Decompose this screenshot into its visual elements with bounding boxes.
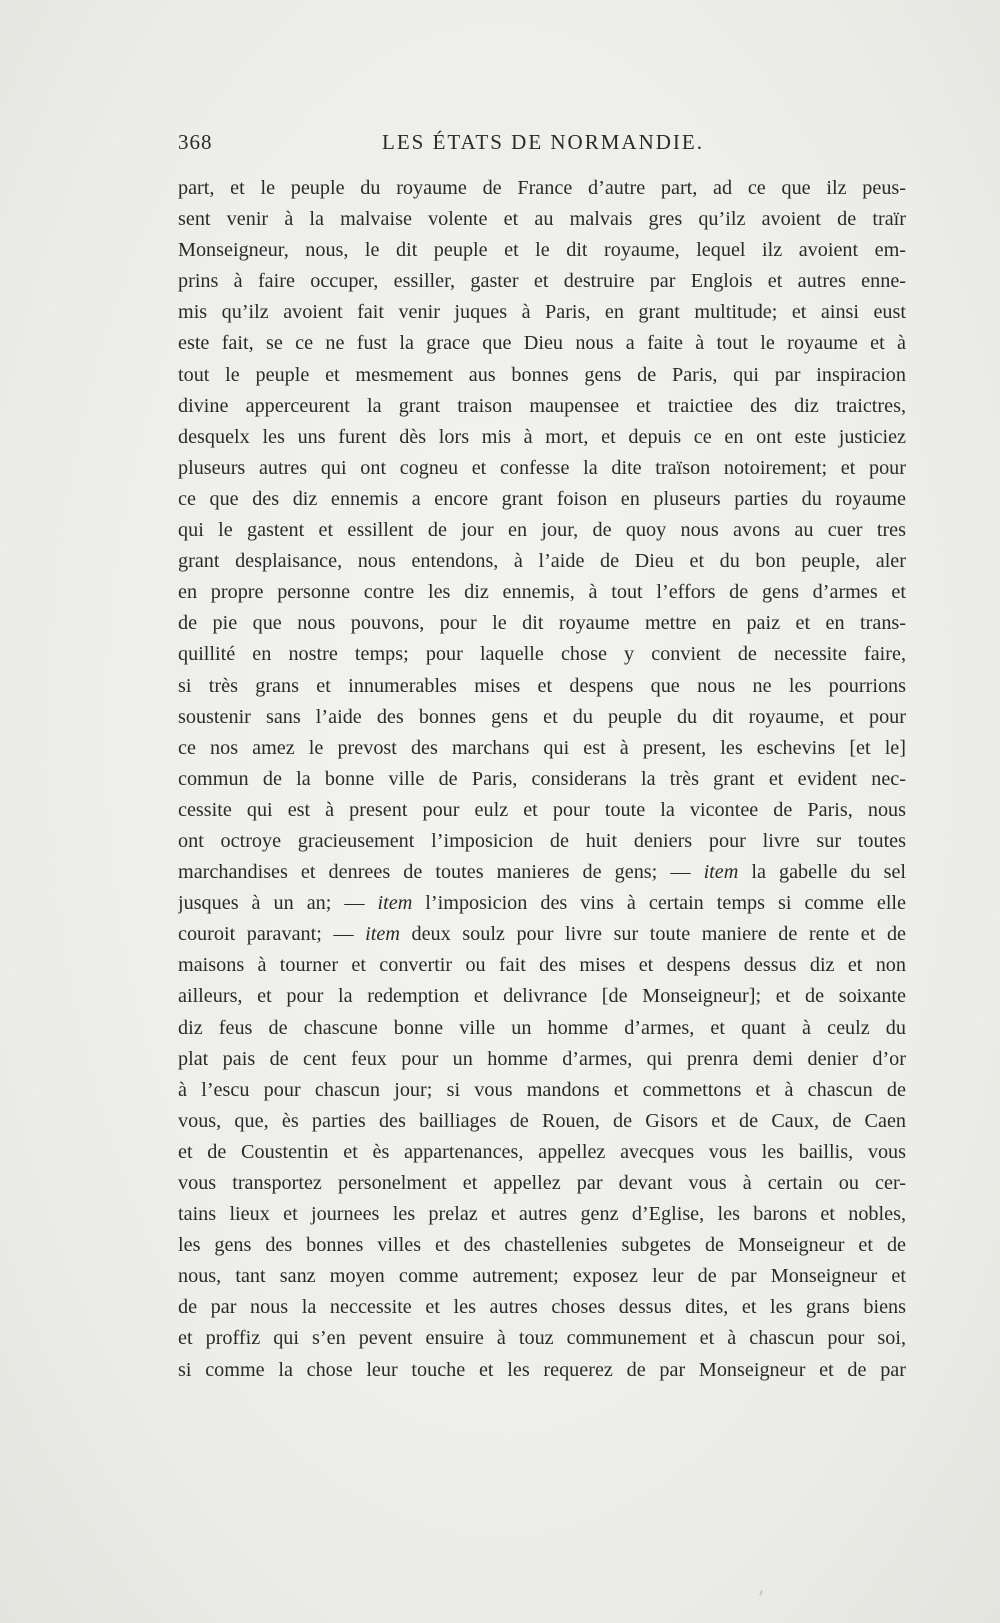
body-text [178,173,906,1386]
text-line: commun de la bonne ville de Paris, considerans la très grant et evident nec- [178,767,906,790]
text-line: quillité en nostre temps; pour laquelle chose y convient de necessite faire, [178,643,906,666]
text-line: part, et le peuple du royaume de France d’autre part, ad ce que ilz peus- [178,177,906,199]
text-line: les gens des bonnes villes et des chastellenies subgetes de Monseigneur et de [178,1234,906,1257]
text-line: à l’escu pour chascun jour; si vous mandons et commettons et à chascun de [178,1078,906,1101]
text-line: qui le gastent et essillent de jour en jour, de quoy nous avons au cuer tres [178,519,906,542]
text-line: ce nos amez le prevost des marchans qui est à present, les eschevins [et le] [178,736,906,759]
text-line: nous, tant sanz moyen comme autrement; exposez leur de par Monseigneur et [178,1265,906,1288]
running-head: LES ÉTATS DE NORMANDIE. [382,130,704,154]
text-line: si comme la chose leur touche et les requerez de par Monseigneur et de par [178,1358,906,1381]
text-line: soustenir sans l’aide des bonnes gens et du peuple du dit royaume, et pour [178,705,906,728]
text-line: sent venir à la malvaise volente et au malvais gres qu’ilz avoient de traïr [178,208,906,231]
text-line: tains lieux et journees les prelaz et autres genz d’Eglise, les barons et nobles, [178,1203,906,1226]
text-line: ont octroye gracieusement l’imposicion de huit deniers pour livre sur toutes [178,829,906,852]
text-line: diz feus de chascune bonne ville un homme d’armes, et quant à ceulz du [178,1016,906,1039]
text-line: plat pais de cent feux pour un homme d’armes, qui prenra demi denier d’or [178,1047,906,1070]
page-header [178,130,906,160]
text-line: ailleurs, et pour la redemption et delivrance [de Monseigneur]; et de soixante [178,985,906,1008]
text-line: marchandises et denrees de toutes manieres de gens; — item la gabelle du sel [178,861,906,884]
text-line: pluseurs autres qui ont cogneu et confesse la dite traïson notoirement; et pour [178,456,906,479]
text-line: et de Coustentin et ès appartenances, appellez avecques vous les baillis, vous [178,1140,906,1163]
text-line: en propre personne contre les diz ennemis, à tout l’effors de gens d’armes et [178,581,906,604]
text-line: vous transportez personelment et appellez par devant vous à certain ou cer- [178,1172,906,1194]
text-line: desquelx les uns furent dès lors mis à mort, et depuis ce en ont este justiciez [178,425,906,448]
text-line: prins à faire occuper, essiller, gaster et destruire par Englois et autres enne- [178,270,906,293]
text-line: este fait, se ce ne fust la grace que Dieu nous a faite à tout le royaume et à [178,332,906,355]
text-line: ce que des diz ennemis a encore grant foison en pluseurs parties du royaume [178,487,906,510]
text-line: Monseigneur, nous, le dit peuple et le dit royaume, lequel ilz avoient em- [178,239,906,262]
text-line: couroit paravant; — item deux soulz pour livre sur toute maniere de rente et de [178,923,906,946]
text-line: grant desplaisance, nous entendons, à l’aide de Dieu et du bon peuple, aler [178,550,906,573]
text-line: jusques à un an; — item l’imposicion des vins à certain temps si comme elle [178,892,906,915]
text-line: si très grans et innumerables mises et despens que nous ne les pourrions [178,674,906,697]
text-line: cessite qui est à present pour eulz et pour toute la vicontee de Paris, nous [178,798,906,821]
text-line: maisons à tourner et convertir ou fait des mises et despens dessus diz et non [178,954,906,977]
text-line: de pie que nous pouvons, pour le dit royaume mettre en paiz et en trans- [178,612,906,635]
text-line: mis qu’ilz avoient fait venir juques à Paris, en grant multitude; et ainsi eust [178,301,906,324]
paper-speck [759,1590,763,1596]
text-line: tout le peuple et mesmement aus bonnes gens de Paris, qui par inspiracion [178,363,906,386]
page-number: 368 [178,130,213,154]
text-line: et proffiz qui s’en pevent ensuire à touz communement et à chascun pour soi, [178,1327,906,1350]
text-line: de par nous la neccessite et les autres choses dessus dites, et les grans biens [178,1296,906,1319]
text-line: vous, que, ès parties des bailliages de Rouen, de Gisors et de Caux, de Caen [178,1109,906,1132]
text-line: divine apperceurent la grant traison maupensee et traictiee des diz traictres, [178,394,906,417]
